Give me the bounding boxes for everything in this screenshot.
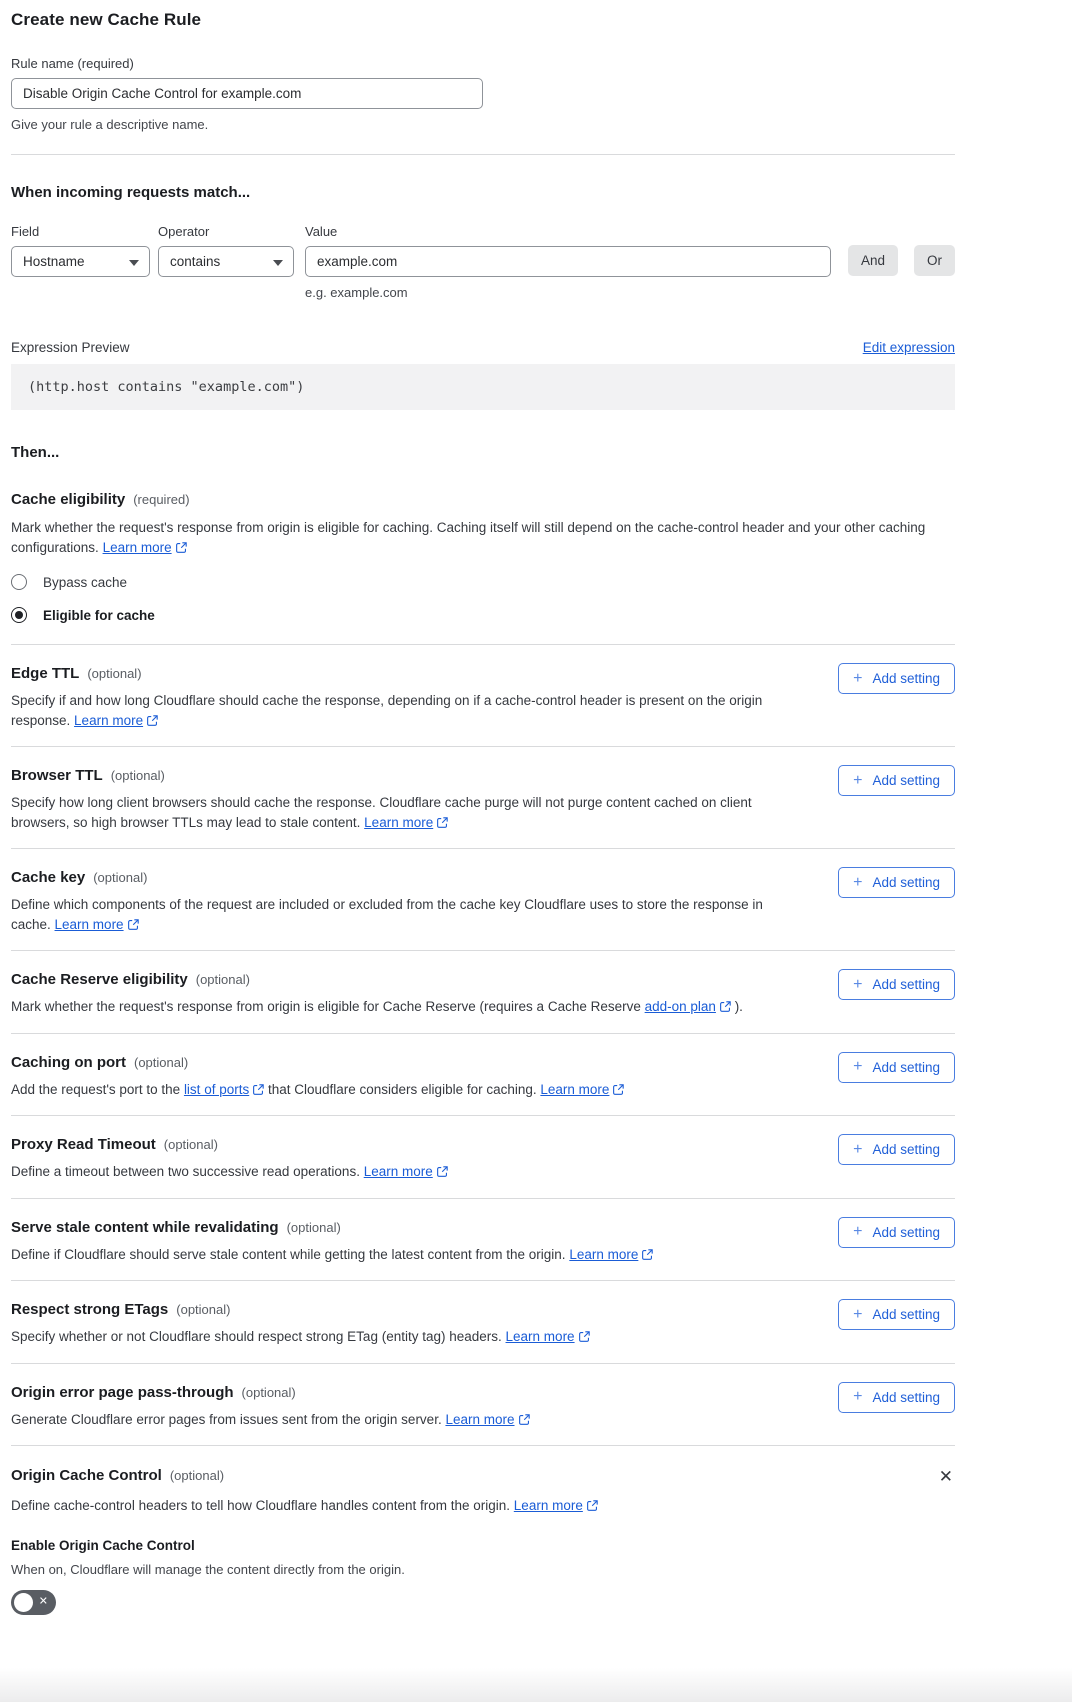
then-heading: Then... xyxy=(11,444,60,461)
setting-description: Specify if and how long Cloudflare should cache the response, depending on if a cache-control header is present on the origin response. Learn more xyxy=(11,693,763,728)
setting-title: Respect strong ETags xyxy=(11,1301,169,1318)
setting-optional-badge: (optional) xyxy=(176,1302,231,1317)
origin-cache-control-description: Define cache-control headers to tell how Cloudflare handles content from the origin. Learn more xyxy=(11,1496,946,1516)
origin-cache-control-panel xyxy=(11,1446,955,1615)
radio-icon xyxy=(11,574,27,590)
cache-eligibility-options xyxy=(11,574,955,623)
inline-link[interactable]: Learn more xyxy=(363,1164,433,1179)
setting-title: Proxy Read Timeout xyxy=(11,1136,156,1153)
setting-title: Origin error page pass-through xyxy=(11,1383,234,1401)
cache-eligibility-title: Cache eligibility xyxy=(11,491,126,508)
setting-description: Define which components of the request are included or excluded from the cache key Cloudflare uses to store the response in cache. Learn more xyxy=(11,897,763,932)
setting-section xyxy=(11,747,955,849)
external-link-icon xyxy=(437,817,448,828)
setting-optional-badge: (optional) xyxy=(195,972,250,987)
origin-cache-control-title: Origin Cache Control xyxy=(11,1467,162,1484)
setting-section xyxy=(11,1116,955,1199)
divider xyxy=(11,154,955,155)
close-icon[interactable]: ✕ xyxy=(938,1467,953,1486)
expression-preview-row xyxy=(11,340,955,355)
setting-description: Mark whether the request's response from origin is eligible for Cache Reserve (requires a Cache Reserve add-on plan ). xyxy=(11,999,743,1014)
value-help: e.g. example.com xyxy=(305,285,408,300)
field-label: Field xyxy=(11,224,40,239)
cache-eligibility-required-badge: (required) xyxy=(133,492,190,507)
rule-name-label: Rule name (required) xyxy=(11,56,134,71)
setting-optional-badge: (optional) xyxy=(93,870,148,885)
setting-description: Specify whether or not Cloudflare should respect strong ETag (entity tag) headers. Learn more xyxy=(11,1327,590,1347)
chevron-down-icon xyxy=(129,260,139,266)
plus-icon: + xyxy=(853,1140,863,1158)
inline-link[interactable]: Learn more xyxy=(74,712,144,728)
add-setting-button[interactable]: + Add setting xyxy=(838,1134,955,1165)
setting-description: Define if Cloudflare should serve stale content while getting the latest content from the origin. Learn more xyxy=(11,1245,653,1265)
setting-section xyxy=(11,1199,955,1282)
setting-title: Serve stale content while revalidating xyxy=(11,1218,279,1236)
rule-name-input[interactable] xyxy=(11,78,483,109)
rule-name-help: Give your rule a descriptive name. xyxy=(11,117,209,132)
setting-section xyxy=(11,1034,955,1117)
toggle-off-x-icon: ✕ xyxy=(38,1595,48,1608)
setting-optional-badge: (optional) xyxy=(286,1219,341,1235)
external-link-icon xyxy=(128,919,139,930)
setting-section xyxy=(11,1281,955,1364)
toggle-knob xyxy=(14,1593,33,1612)
setting-description: Specify how long client browsers should cache the response. Cloudflare cache purge will not purge content cached on client browsers, so high browser TTLs may lead to stale content. Learn more xyxy=(11,795,752,830)
add-setting-button[interactable]: + Add setting xyxy=(838,867,955,898)
enable-origin-cache-control-help: When on, Cloudflare will manage the content directly from the origin. xyxy=(11,1561,405,1577)
chevron-down-icon xyxy=(273,260,283,266)
match-row xyxy=(11,224,955,300)
value-label: Value xyxy=(305,224,338,239)
add-setting-button[interactable]: + Add setting xyxy=(838,663,955,694)
cache-eligibility-option[interactable] xyxy=(11,607,955,623)
expression-code: (http.host contains "example.com") xyxy=(11,364,955,410)
setting-optional-badge: (optional) xyxy=(163,1137,218,1152)
setting-title: Cache Reserve eligibility xyxy=(11,971,188,988)
add-setting-button[interactable]: + Add setting xyxy=(838,1217,955,1248)
setting-description: Generate Cloudflare error pages from issues sent from the origin server. Learn more xyxy=(11,1410,530,1430)
radio-label: Bypass cache xyxy=(43,574,128,590)
setting-optional-badge: (optional) xyxy=(241,1384,296,1400)
external-link-icon xyxy=(147,715,158,726)
setting-description: Define a timeout between two successive read operations. Learn more xyxy=(11,1162,448,1182)
plus-icon: + xyxy=(853,669,863,687)
external-link-icon xyxy=(437,1166,448,1177)
external-link-icon xyxy=(587,1500,598,1511)
external-link-icon xyxy=(613,1084,624,1095)
create-cache-rule-form xyxy=(11,0,955,1615)
plus-icon: + xyxy=(853,873,863,891)
inline-link[interactable]: Learn more xyxy=(569,1246,639,1262)
inline-link[interactable]: Learn more xyxy=(513,1498,583,1513)
or-button[interactable]: Or xyxy=(914,245,955,276)
expression-preview-label: Expression Preview xyxy=(11,340,130,355)
add-setting-button[interactable]: + Add setting xyxy=(838,969,955,1000)
match-section xyxy=(11,184,955,300)
match-heading: When incoming requests match... xyxy=(11,184,251,201)
external-link-icon xyxy=(579,1331,590,1342)
add-setting-button[interactable]: + Add setting xyxy=(838,1299,955,1330)
inline-link[interactable]: Learn more xyxy=(54,916,124,932)
setting-optional-badge: (optional) xyxy=(87,666,142,681)
add-setting-button[interactable]: + Add setting xyxy=(838,1052,955,1083)
add-setting-button[interactable]: + Add setting xyxy=(838,765,955,796)
origin-cache-control-badge: (optional) xyxy=(169,1468,225,1483)
inline-link[interactable]: list of ports xyxy=(183,1081,250,1097)
edit-expression-link[interactable]: Edit expression xyxy=(862,340,955,355)
radio-icon xyxy=(11,607,27,623)
setting-section xyxy=(11,1364,955,1447)
cache-eligibility-option[interactable] xyxy=(11,574,955,590)
setting-section xyxy=(11,645,955,747)
external-link-icon xyxy=(519,1414,530,1425)
external-link-icon xyxy=(176,542,187,553)
plus-icon: + xyxy=(853,1058,863,1075)
setting-optional-badge: (optional) xyxy=(110,768,165,783)
plus-icon: + xyxy=(853,771,863,789)
operator-select[interactable] xyxy=(158,246,294,277)
inline-link[interactable]: add-on plan xyxy=(644,999,716,1014)
enable-origin-cache-control-label: Enable Origin Cache Control xyxy=(11,1537,195,1553)
plus-icon: + xyxy=(853,1223,863,1240)
setting-title: Cache key xyxy=(11,869,86,886)
setting-title: Edge TTL xyxy=(11,665,80,682)
cache-eligibility-description: Mark whether the request's response from origin is eligible for caching. Caching itself will still depend on the cache-control header and your other caching configurations. Learn more xyxy=(11,520,926,555)
field-select-value: Hostname xyxy=(23,254,85,269)
setting-section xyxy=(11,849,955,951)
radio-label: Eligible for cache xyxy=(43,607,155,623)
external-link-icon xyxy=(253,1084,264,1095)
inline-link[interactable]: Learn more xyxy=(102,539,172,555)
inline-link[interactable]: Learn more xyxy=(364,814,434,830)
inline-link[interactable]: Learn more xyxy=(540,1081,610,1097)
plus-icon: + xyxy=(853,1305,863,1323)
operator-label: Operator xyxy=(158,224,210,239)
page-title: Create new Cache Rule xyxy=(11,10,202,29)
field-select[interactable] xyxy=(11,246,150,277)
plus-icon: + xyxy=(853,1388,863,1405)
setting-section xyxy=(11,951,955,1034)
operator-select-value: contains xyxy=(170,254,221,269)
setting-title: Caching on port xyxy=(11,1053,126,1071)
cache-eligibility-block xyxy=(11,491,955,623)
origin-cache-control-toggle[interactable] xyxy=(11,1590,56,1615)
setting-optional-badge: (optional) xyxy=(134,1054,189,1070)
setting-description: Add the request's port to the list of ports that Cloudflare considers eligible for caching. Learn more xyxy=(11,1080,624,1100)
external-link-icon xyxy=(720,1001,731,1012)
inline-link[interactable]: Learn more xyxy=(445,1411,515,1427)
rule-name-block xyxy=(11,56,955,132)
bottom-fade xyxy=(0,1668,1072,1702)
add-setting-button[interactable]: + Add setting xyxy=(838,1382,955,1413)
external-link-icon xyxy=(642,1249,653,1260)
settings-sections xyxy=(11,645,955,1446)
plus-icon: + xyxy=(853,975,863,993)
value-input[interactable] xyxy=(305,246,831,277)
and-button[interactable]: And xyxy=(848,245,898,276)
setting-title: Browser TTL xyxy=(11,767,103,784)
inline-link[interactable]: Learn more xyxy=(505,1329,575,1344)
